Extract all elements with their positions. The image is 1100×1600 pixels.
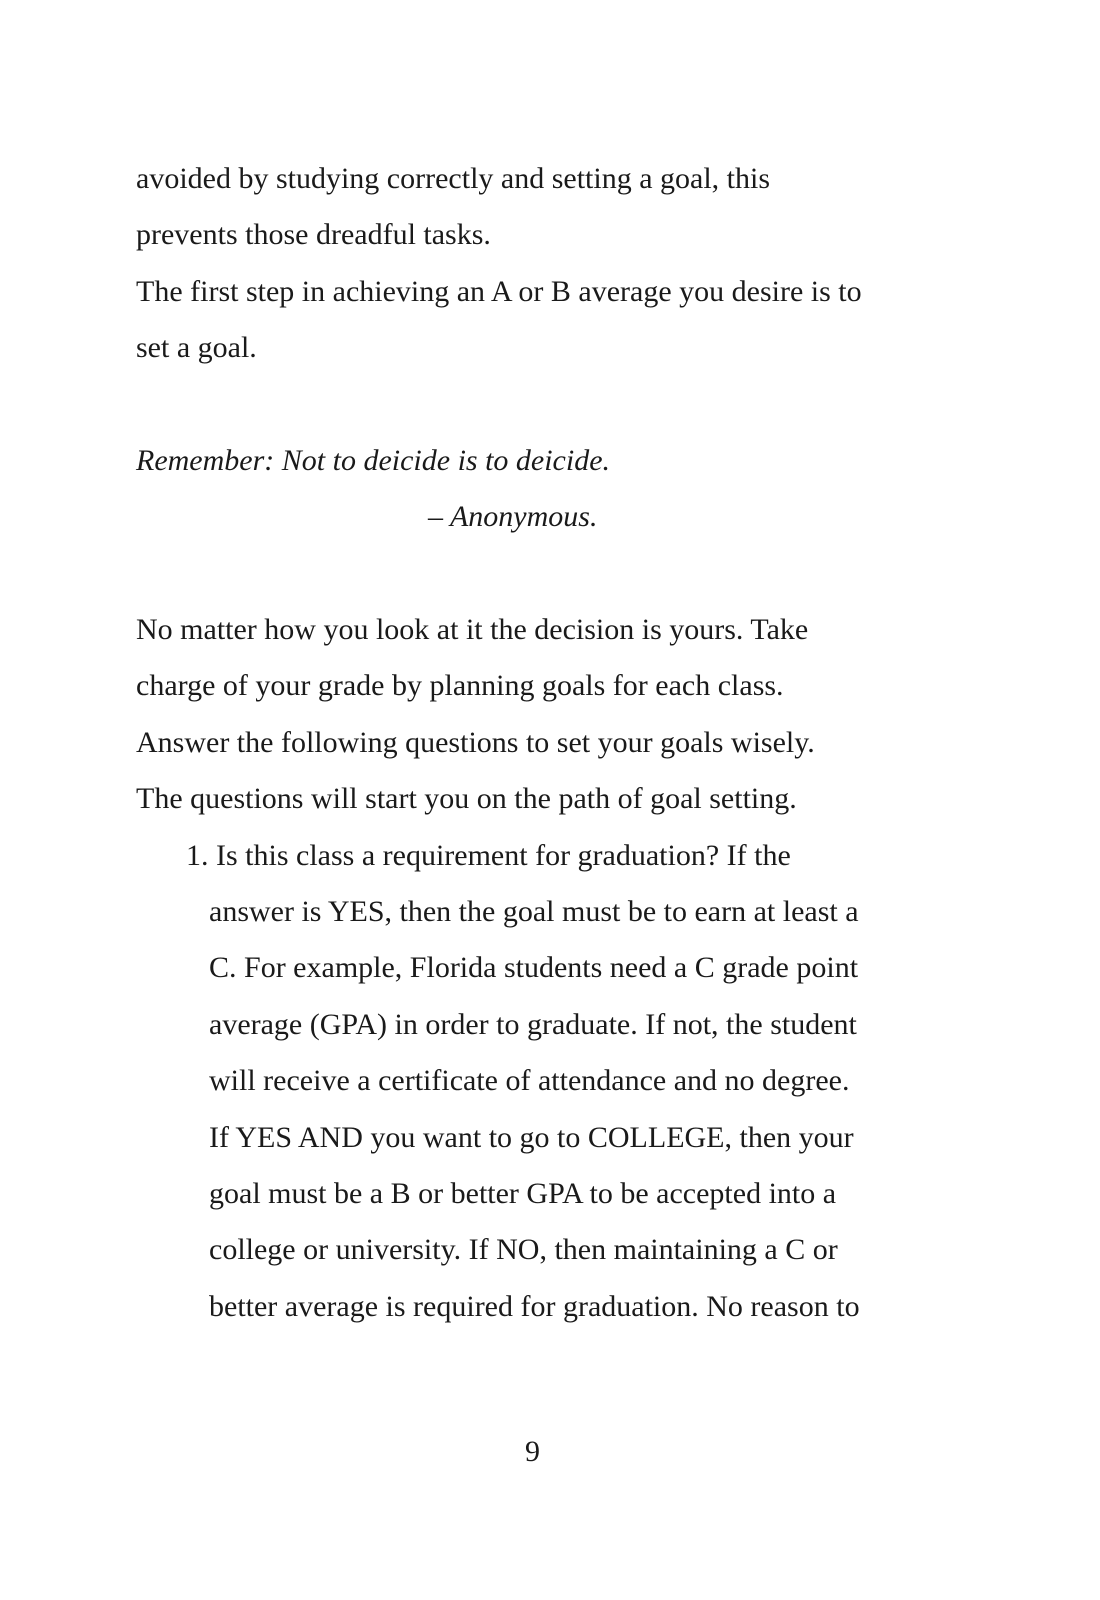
intro-line-2: prevents those dreadful tasks. [136,218,491,251]
decision-line-2: charge of your grade by planning goals for each class. [136,669,784,702]
list-item-1-line-7: goal must be a B or better GPA to be accepted into a [209,1177,837,1210]
quote-attribution: – Anonymous. [428,500,598,533]
list-item-1-line-4: average (GPA) in order to graduate. If not, the student [209,1008,857,1041]
intro-line-1: avoided by studying correctly and setting a goal, this [136,162,771,195]
first-step-line-2: set a goal. [136,331,257,364]
decision-line-1: No matter how you look at it the decision is yours. Take [136,613,809,646]
page-number: 9 [525,1435,540,1468]
list-item-1-line-6: If YES AND you want to go to COLLEGE, then your [209,1121,854,1154]
decision-line-4: The questions will start you on the path of goal setting. [136,782,797,815]
list-item-1-first-line: 1. Is this class a requirement for graduation? If the [186,839,791,872]
list-item-1-line-3: C. For example, Florida students need a C grade point [209,951,859,984]
list-item-1-line-9: better average is required for graduation. No reason to [209,1290,860,1323]
quote-text: Remember: Not to deicide is to deicide. [136,444,611,477]
first-step-line-1: The first step in achieving an A or B average you desire is to [136,275,862,308]
decision-line-3: Answer the following questions to set your goals wisely. [136,726,815,759]
list-item-1-line-8: college or university. If NO, then maintaining a C or [209,1233,838,1266]
list-item-1-line-5: will receive a certificate of attendance and no degree. [209,1064,850,1097]
list-item-1-line-2: answer is YES, then the goal must be to earn at least a [209,895,859,928]
